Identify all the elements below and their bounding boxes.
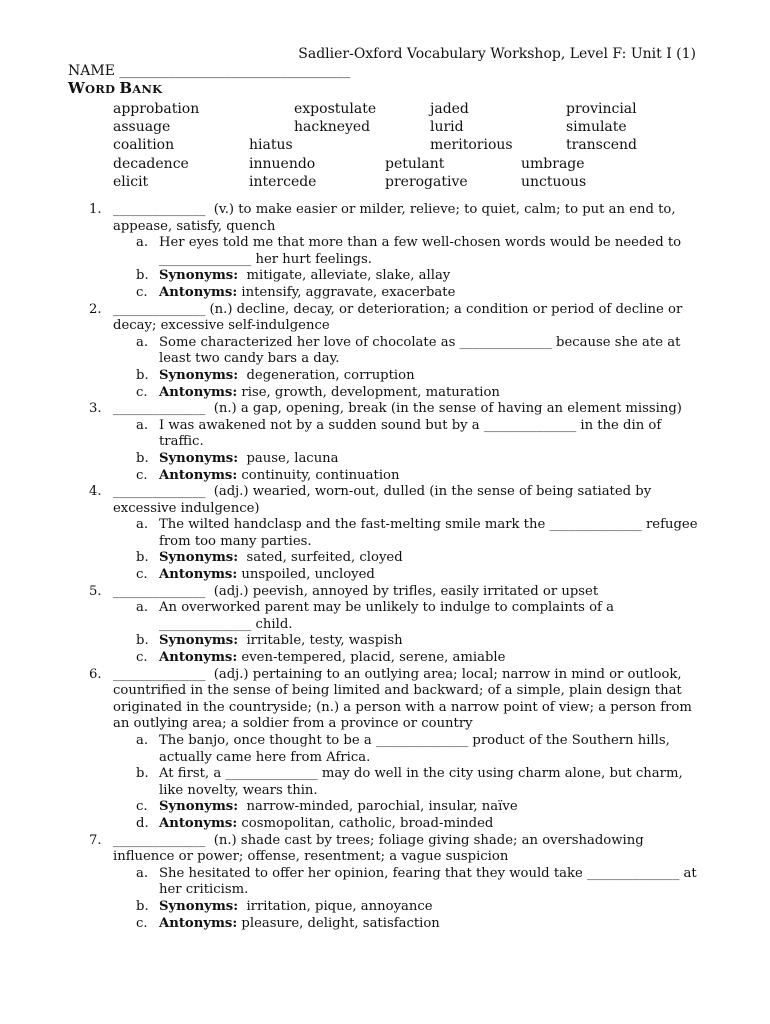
- antonyms-line: c. Antonyms: rise, growth, development, maturation: [136, 384, 500, 400]
- synonyms-line: b. Synonyms: sated, surfeited, cloyed: [136, 550, 403, 566]
- synonyms-label: Synonyms:: [159, 550, 239, 566]
- answer-blank[interactable]: ______________: [113, 583, 206, 599]
- name-field[interactable]: [68, 63, 350, 80]
- answer-blank[interactable]: ______________: [483, 417, 577, 433]
- answer-blank[interactable]: ______________: [459, 334, 552, 350]
- word-bank-word: intercede: [249, 173, 317, 190]
- name-blank: _________________________________: [119, 63, 351, 79]
- word-bank-word: approbation: [113, 101, 200, 117]
- word-bank-heading: WORD BANK: [68, 79, 163, 97]
- answer-blank[interactable]: ______________: [113, 666, 206, 682]
- antonyms-line: c. Antonyms: even-tempered, placid, serene, amiable: [136, 650, 506, 666]
- worksheet-title: Sadlier-Oxford Vocabulary Workshop, Level F: Unit I (1): [298, 46, 696, 62]
- example-sentence: a. She hesitated to offer her opinion, fearing that they would take ______________ at her criticism.: [136, 865, 697, 898]
- item-definition: ______________ (adj.) wearied, worn-out, dulled (in the sense of being satiated by excessive indulgence): [113, 484, 652, 516]
- synonyms-line: b. Synonyms: mitigate, alleviate, slake, allay: [136, 268, 451, 284]
- word-bank-word: umbrage: [521, 155, 585, 172]
- vocab-item: [0, 484, 770, 584]
- answer-blank[interactable]: ______________: [113, 202, 206, 217]
- vocab-item: [0, 833, 770, 933]
- synonyms-label: Synonyms:: [159, 633, 239, 649]
- item-number: 7.: [89, 832, 102, 848]
- word-bank-word: hackneyed: [294, 119, 371, 136]
- antonyms-line: c. Antonyms: continuity, continuation: [136, 467, 400, 483]
- synonyms-label: Synonyms:: [159, 367, 239, 383]
- example-sentence: a. An overworked parent may be unlikely to indulge to complaints of a ______________ child.: [136, 600, 614, 632]
- word-bank-row: [0, 173, 770, 191]
- antonyms-label: Antonyms:: [159, 384, 238, 400]
- vocabulary-items: [0, 202, 770, 932]
- example-sentence: a. Some characterized her love of chocolate as ______________ because she ate at least two candy bars a day.: [136, 334, 681, 367]
- answer-blank[interactable]: ______________: [113, 484, 206, 500]
- item-definition: ______________ (n.) a gap, opening, break (in the sense of having an element missing): [113, 401, 682, 417]
- word-bank-word: innuendo: [249, 155, 316, 172]
- answer-blank[interactable]: ______________: [586, 865, 680, 881]
- vocab-item: [0, 302, 770, 402]
- answer-blank[interactable]: ______________: [113, 832, 206, 848]
- synonyms-line: b. Synonyms: pause, lacuna: [136, 450, 339, 466]
- example-sentence: a. I was awakened not by a sudden sound but by a ______________ in the din of traffic.: [136, 417, 662, 450]
- answer-blank[interactable]: ______________: [375, 733, 469, 748]
- word-bank-word: transcend: [566, 137, 637, 154]
- antonyms-line: c. Antonyms: unspoiled, uncloyed: [136, 567, 375, 583]
- synonyms-line: c. Synonyms: narrow-minded, parochial, insular, naïve: [136, 799, 518, 815]
- word-bank-row: [0, 118, 770, 136]
- vocab-item: [0, 667, 770, 833]
- answer-blank[interactable]: ______________: [113, 401, 206, 417]
- item-definition: ______________ (n.) shade cast by trees; foliage giving shade; an overshadowing influence or power; offense, resentment; a vague suspicion: [113, 832, 644, 865]
- example-sentence: a. The banjo, once thought to be a ______________ product of the Southern hills, actually came here from Africa.: [136, 733, 670, 765]
- word-bank: [0, 100, 770, 191]
- word-bank-word: petulant: [385, 155, 445, 172]
- item-definition: ______________ (adj.) pertaining to an outlying area; local; narrow in mind or outlook, countrified in the sense of being limited and backward; of a simple, plain design that originated in the countryside; (n.) a person with a narrow point of view; a person from an outlying area; a soldier from a province or country: [113, 666, 692, 732]
- item-number: 1.: [89, 202, 102, 217]
- item-number: 6.: [89, 666, 102, 682]
- antonyms-label: Antonyms:: [159, 815, 238, 831]
- word-bank-word: provincial: [566, 101, 637, 117]
- item-number: 2.: [89, 301, 102, 317]
- word-bank-word: simulate: [566, 119, 627, 136]
- name-label: NAME: [68, 63, 115, 79]
- synonyms-line: b. Synonyms: degeneration, corruption: [136, 367, 415, 383]
- item-number: 3.: [89, 401, 102, 417]
- word-bank-word: coalition: [113, 137, 175, 154]
- vocab-item: [0, 401, 770, 484]
- word-bank-word: lurid: [430, 119, 464, 136]
- vocab-item: [0, 202, 770, 302]
- example-sentence: a. The wilted handclasp and the fast-melting smile mark the ______________ refugee from too many parties.: [136, 517, 698, 549]
- synonyms-label: Synonyms:: [159, 268, 239, 284]
- antonyms-label: Antonyms:: [159, 915, 238, 931]
- item-number: 4.: [89, 484, 102, 500]
- word-bank-row: [0, 155, 770, 173]
- example-sentence: a. Her eyes told me that more than a few well-chosen words would be needed to ______________ her hurt feelings.: [136, 235, 682, 267]
- word-bank-word: unctuous: [521, 173, 587, 190]
- vocab-item: [0, 584, 770, 667]
- antonyms-label: Antonyms:: [159, 650, 238, 666]
- item-definition: ______________ (n.) decline, decay, or deterioration; a condition or period of decline or decay; excessive self-indulgence: [113, 301, 683, 334]
- word-bank-word: expostulate: [294, 101, 377, 117]
- word-bank-row: [0, 136, 770, 154]
- word-bank-word: prerogative: [385, 173, 468, 190]
- synonyms-line: b. Synonyms: irritation, pique, annoyance: [136, 898, 433, 914]
- antonyms-line: c. Antonyms: pleasure, delight, satisfaction: [136, 915, 440, 931]
- word-bank-word: meritorious: [430, 137, 513, 154]
- word-bank-word: assuage: [113, 119, 171, 136]
- word-bank-word: decadence: [113, 155, 189, 172]
- synonyms-label: Synonyms:: [159, 450, 239, 466]
- answer-blank[interactable]: ______________: [113, 301, 206, 317]
- item-number: 5.: [89, 583, 102, 599]
- word-bank-word: elicit: [113, 173, 149, 190]
- antonyms-label: Antonyms:: [159, 284, 238, 300]
- answer-blank[interactable]: ______________: [549, 517, 642, 533]
- word-bank-row: [0, 100, 770, 118]
- item-definition: ______________ (adj.) peevish, annoyed by trifles, easily irritated or upset: [113, 583, 599, 599]
- antonyms-label: Antonyms:: [159, 567, 238, 583]
- word-bank-word: jaded: [430, 101, 469, 117]
- antonyms-label: Antonyms:: [159, 467, 238, 483]
- example-sentence: b. At first, a ______________ may do well in the city using charm alone, but charm, like novelty, wears thin.: [136, 766, 683, 798]
- antonyms-line: c. Antonyms: intensify, aggravate, exacerbate: [136, 284, 456, 300]
- answer-blank[interactable]: ______________: [159, 251, 252, 267]
- synonyms-label: Synonyms:: [159, 898, 239, 914]
- item-definition: ______________ (v.) to make easier or milder, relieve; to quiet, calm; to put an end to, appease, satisfy, quench: [113, 202, 676, 234]
- answer-blank[interactable]: ______________: [225, 766, 318, 782]
- word-bank-word: hiatus: [249, 137, 293, 154]
- synonyms-line: b. Synonyms: irritable, testy, waspish: [136, 633, 403, 649]
- antonyms-line: d. Antonyms: cosmopolitan, catholic, broad-minded: [136, 815, 494, 831]
- answer-blank[interactable]: ______________: [159, 616, 252, 632]
- synonyms-label: Synonyms:: [159, 799, 239, 815]
